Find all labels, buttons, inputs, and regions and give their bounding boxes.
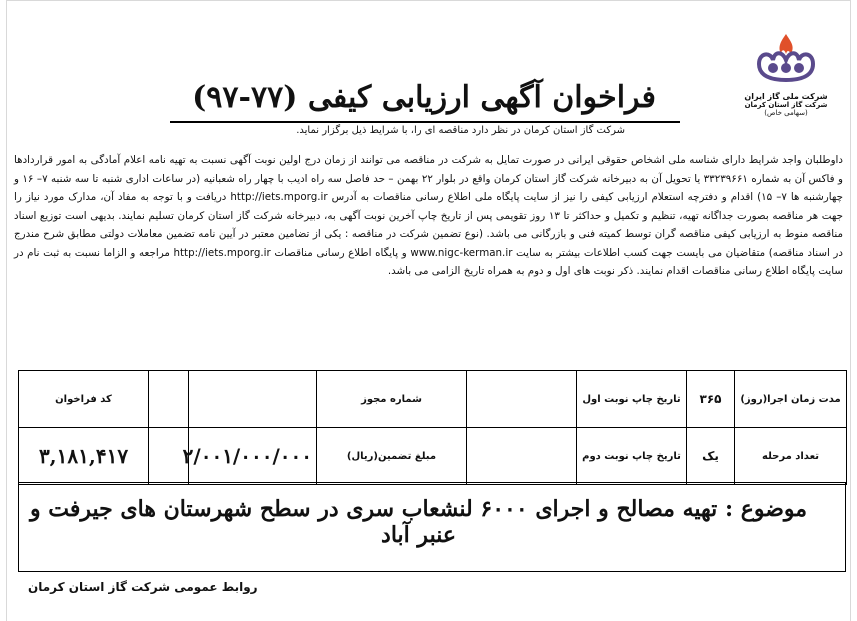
stages-value: یک — [687, 428, 735, 485]
announcement-body: داوطلبان واجد شرایط دارای شناسه ملی اشخاص حقوقی ایرانی در صورت تمایل به شرکت در مناقصه می توانند از زمان درج اولین نوبت آگهی نسبت به تهیه نامه اعلام آمادگی به امور قراردادها و فاکس آن به شماره ۳۳۲۳۹۶۶۱ یا تحویل آن به دبیرخانه شرکت گاز استان کرمان واقع در بلوار ۲۲ بهمن – حد فاصل سه راه ادیب با چهار راه شعبانیه (در ساعات اداری شنبه تا سه شنبه ۷– ۱۶ و چهارشنبه ها ۷– ۱۵) اقدام و دفترچه استعلام ارزیابی کیفی را نیز از سایت پایگاه ملی اطلاع رسانی مناقصات به آدرس http://iets.mporg.ir دریافت و با توجه به مفاد آن، مدارک مورد نیاز را جهت هر مناقصه بصورت جداگانه تهیه، تنظیم و تکمیل و حداکثر تا ۱۳ روز تقویمی پس از تاریخ چاپ آخرین نوبت آگهی به، دبیرخانه شرکت گاز استان کرمان تسلیم نمایند. بدیهی است توزیع اسناد مناقصه منوط به ارزیابی کیفی مناقصه گران توسط کمیته فنی و بازرگانی می باشد. (نوع تضمین شرکت در مناقصه : یکی از تضامین معتبر در آیین نامه تضمین معاملات دولتی مطابق شرح مندرج در اسناد مناقصه) متقاضیان می بایست جهت کسب اطلاعات بیشتر به سایت www.nigc-kerman.ir و پایگاه اطلاع رسانی مناقصات http://iets.mporg.ir مراجعه و الزاما نسبت به ثبت نام در سایت پایگاه اطلاع رسانی مناقصات اقدام نمایند. ذکر نوبت های اول و دوم به همراه تاریخ الزامی می باشد. — [14, 154, 844, 277]
footer-signature: روابط عمومی شرکت گاز استان کرمان — [28, 580, 258, 594]
tender-info-table — [18, 370, 847, 485]
logo-type: (سهامی خاص) — [764, 109, 808, 117]
permit-value — [189, 371, 317, 428]
second-print-value — [467, 428, 577, 485]
empty-cell — [149, 371, 189, 428]
table-row — [19, 371, 847, 428]
first-print-label: تاریخ چاپ نوبت اول — [577, 371, 687, 428]
second-print-label: تاریخ چاپ نوبت دوم — [577, 428, 687, 485]
permit-label: شماره مجوز — [317, 371, 467, 428]
table-row — [19, 428, 847, 485]
page-frame-right — [850, 0, 851, 621]
first-print-value — [467, 371, 577, 428]
title-underline — [170, 121, 680, 123]
page-frame-left — [6, 0, 7, 621]
logo-company-name: شرکت ملی گاز ایران — [744, 92, 828, 101]
nigc-flame-logo-icon — [751, 30, 821, 90]
stages-label: تعداد مرحله — [735, 428, 847, 485]
duration-label: مدت زمان اجرا(روز) — [735, 371, 847, 428]
page-frame-top — [6, 0, 851, 1]
call-code-label: کد فراخوان — [19, 371, 149, 428]
page-title: فراخوان آگهی ارزیابی کیفی (۷۷-۹۷) — [192, 80, 656, 115]
call-code-number: ۳,۱۸۱,۴۱۷ — [19, 428, 149, 485]
nigc-logo — [726, 30, 846, 126]
page-subtitle: شرکت گاز استان کرمان در نظر دارد مناقصه ای را، با شرایط ذیل برگزار نماید. — [296, 125, 625, 136]
subject-line: موضوع : تهیه مصالح و اجرای ۶۰۰۰ لنشعاب سری در سطح شهرستان های جیرفت و عنبر آباد — [29, 496, 808, 548]
guarantee-label: مبلغ تضمین(ریال) — [317, 428, 467, 485]
logo-subsidiary: شرکت گاز استان کرمان — [744, 101, 828, 109]
guarantee-value: ۲/۰۰۱/۰۰۰/۰۰۰ — [189, 428, 317, 485]
duration-value: ۳۶۵ — [687, 371, 735, 428]
